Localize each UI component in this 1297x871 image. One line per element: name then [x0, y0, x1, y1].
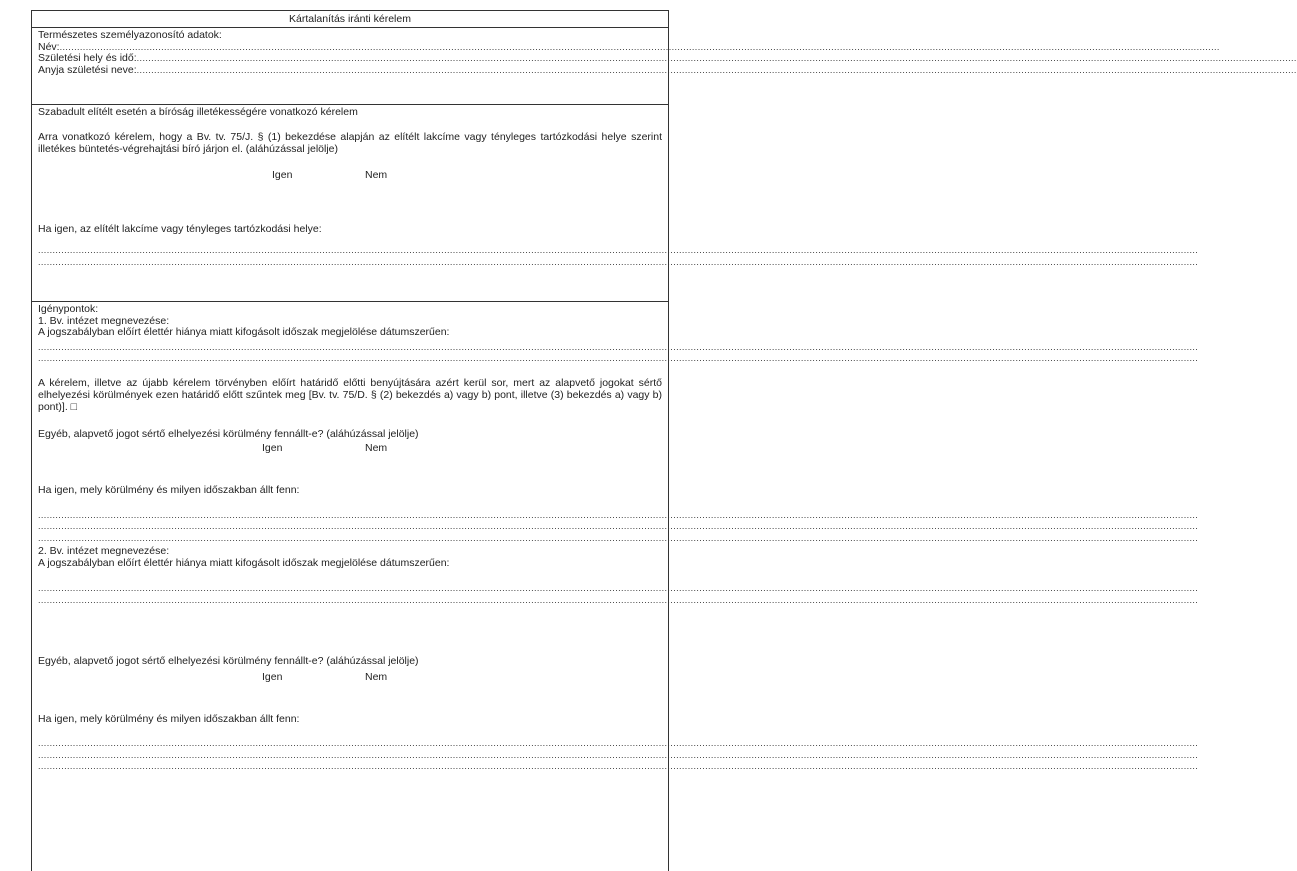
other-options-2	[38, 671, 662, 684]
court-yes-option[interactable]: Igen	[272, 168, 293, 181]
which-2-fill-line-1[interactable]: ................................................................................................................................................................................................................................................................................................................................................................................................................	[38, 738, 1199, 748]
period-1-fill-line-1[interactable]: ................................................................................................................................................................................................................................................................................................................................................................................................................	[38, 341, 1199, 352]
court-section	[32, 105, 1199, 302]
name-label: Név:	[38, 40, 60, 53]
claim-form	[31, 10, 1297, 871]
mother-name-field[interactable]	[38, 63, 1297, 77]
address-fill-line-2[interactable]: ................................................................................................................................................................................................................................................................................................................................................................................................................	[38, 256, 1199, 267]
birth-fill-line[interactable]: ................................................................................................................................................................................................................................................................................................................................................................................................................	[136, 53, 1297, 63]
institution-2-label: 2. Bv. intézet megnevezése:	[38, 545, 170, 557]
period-2-fill-line-1[interactable]: ................................................................................................................................................................................................................................................................................................................................................................................................................	[38, 583, 1199, 593]
court-options	[38, 169, 662, 182]
which-question-2: Ha igen, mely körülmény és milyen időszakban állt fenn:	[38, 712, 300, 725]
birth-field[interactable]	[38, 52, 1297, 65]
which-1-fill-line-2[interactable]: ................................................................................................................................................................................................................................................................................................................................................................................................................	[38, 521, 1199, 531]
other-2-yes-option[interactable]: Igen	[262, 670, 283, 683]
court-heading: Szabadult elítélt esetén a bíróság illetékességére vonatkozó kérelem	[38, 106, 358, 118]
deadline-paragraph: A kérelem, illetve az újabb kérelem törvényben előírt határidő előtti benyújtására azért kerül sor, mert az alapvető jogokat sértő elhelyezési körülmények ezen határidő előtt szűntek meg [Bv. tv. 75/D. § (2) bekezdés a) vagy b) pont, illetve (3) bekezdés a) vagy b) pont)]. □	[38, 376, 662, 413]
institution-1-label: 1. Bv. intézet megnevezése:	[38, 314, 170, 327]
which-1-fill-line-1[interactable]: ................................................................................................................................................................................................................................................................................................................................................................................................................	[38, 509, 1199, 520]
personal-data-section	[32, 28, 1297, 105]
which-question-1: Ha igen, mely körülmény és milyen időszakban állt fenn:	[38, 484, 300, 496]
other-question-2: Egyéb, alapvető jogot sértő elhelyezési körülmény fennállt-e? (aláhúzással jelölje)	[38, 655, 419, 667]
period-label-2: A jogszabályban előírt élettér hiánya miatt kifogásolt időszak megjelölése dátumszerűen:	[38, 556, 450, 569]
name-fill-line[interactable]: ................................................................................................................................................................................................................................................................................................................................................................................................................	[59, 41, 1220, 52]
claims-heading: Igénypontok:	[38, 303, 99, 315]
period-label-1: A jogszabályban előírt élettér hiánya miatt kifogásolt időszak megjelölése dátumszerűen:	[38, 326, 450, 338]
court-no-option[interactable]: Nem	[365, 168, 388, 181]
which-2-fill-line-2[interactable]: ................................................................................................................................................................................................................................................................................................................................................................................................................	[38, 749, 1199, 760]
other-1-yes-option[interactable]: Igen	[262, 442, 283, 454]
which-2-fill-line-3[interactable]: ................................................................................................................................................................................................................................................................................................................................................................................................................	[38, 761, 1199, 771]
court-paragraph: Arra vonatkozó kérelem, hogy a Bv. tv. 75/J. § (1) bekezdése alapján az elítélt lakcíme vagy tényleges tartózkodási helye szerint illetékes büntetés-végrehajtási bíró járjon el. (aláhúzással jelölje)	[38, 130, 662, 155]
mother-name-label: Anyja születési neve:	[38, 63, 137, 76]
personal-heading: Természetes személyazonosító adatok:	[38, 29, 222, 41]
claims-section	[32, 302, 1199, 862]
other-2-no-option[interactable]: Nem	[365, 670, 388, 683]
other-question-1: Egyéb, alapvető jogot sértő elhelyezési körülmény fennállt-e? (aláhúzással jelölje)	[38, 427, 419, 440]
birth-label: Születési hely és idő:	[38, 52, 137, 64]
other-options-1	[38, 442, 662, 455]
address-fill-line-1[interactable]: ................................................................................................................................................................................................................................................................................................................................................................................................................	[38, 245, 1199, 255]
address-question: Ha igen, az elítélt lakcíme vagy tényleges tartózkodási helye:	[38, 222, 322, 235]
period-1-fill-line-2[interactable]: ................................................................................................................................................................................................................................................................................................................................................................................................................	[38, 353, 1199, 363]
which-1-fill-line-3[interactable]: ................................................................................................................................................................................................................................................................................................................................................................................................................	[38, 532, 1199, 543]
mother-name-fill-line[interactable]: ................................................................................................................................................................................................................................................................................................................................................................................................................	[136, 64, 1297, 75]
other-1-no-option[interactable]: Nem	[365, 442, 388, 454]
period-2-fill-line-2[interactable]: ................................................................................................................................................................................................................................................................................................................................................................................................................	[38, 594, 1199, 605]
form-title: Kártalanítás iránti kérelem	[32, 11, 668, 28]
